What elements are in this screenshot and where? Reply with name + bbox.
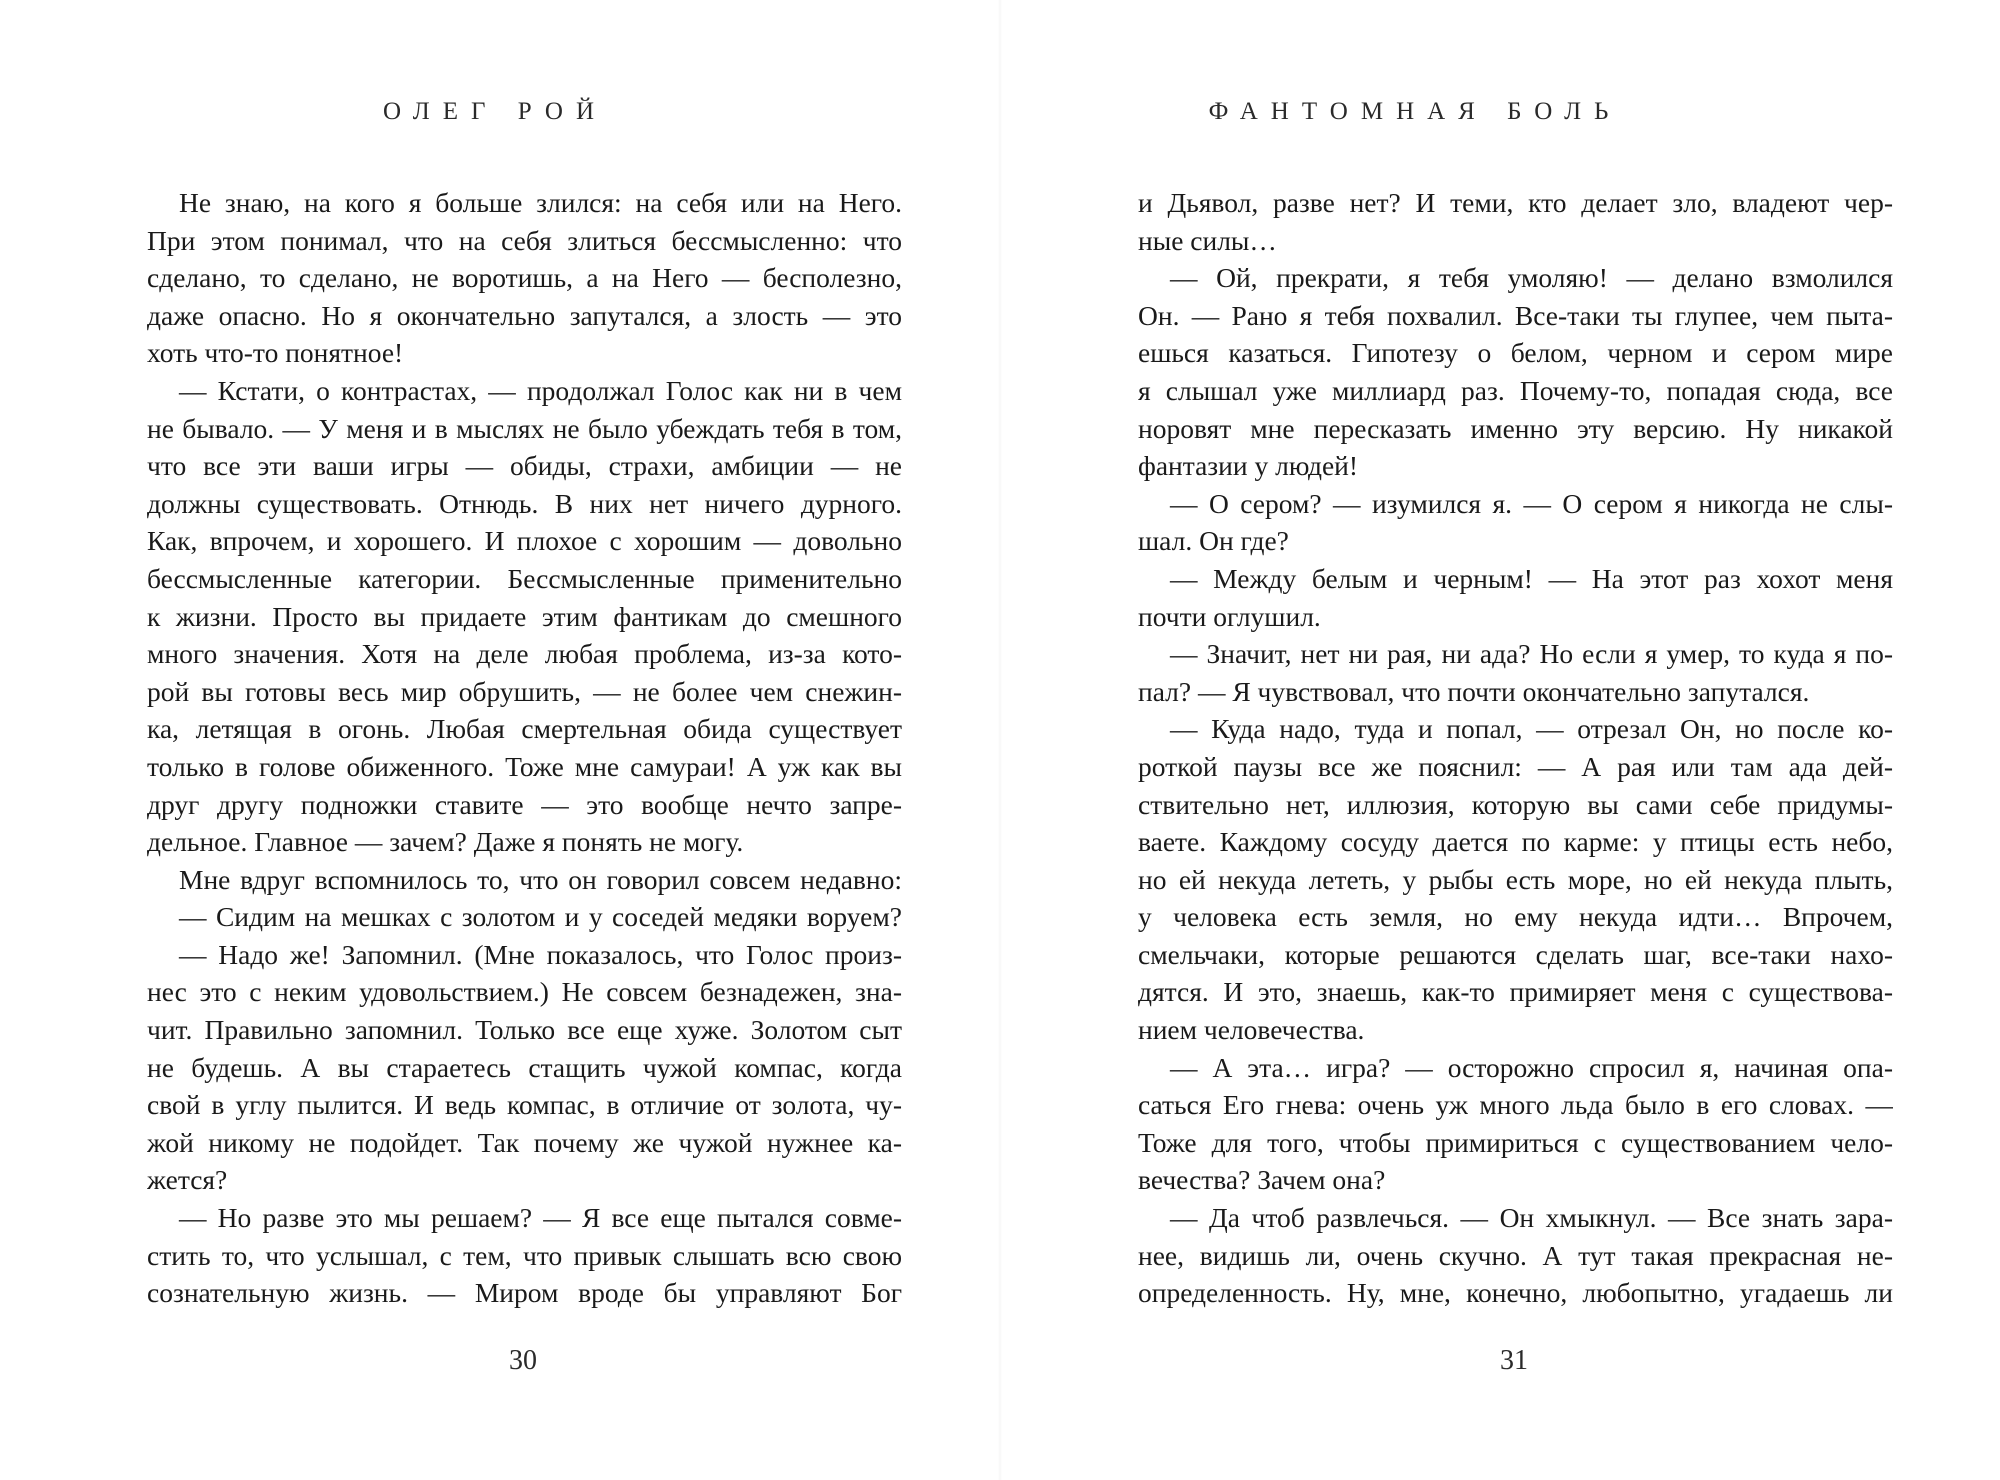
text-line: я слышал уже миллиард раз. Почему-то, попадая сюда, все bbox=[1138, 374, 1893, 406]
left-text-block bbox=[147, 184, 902, 1312]
text-line: ствительно нет, иллюзия, которую вы сами себе придумы- bbox=[1138, 788, 1893, 820]
page-number-left: 30 bbox=[509, 1345, 537, 1376]
running-head-title: ФАНТОМНАЯ БОЛЬ bbox=[1208, 98, 1622, 125]
text-line: определенность. Ну, мне, конечно, любопытно, угадаешь ли bbox=[1138, 1277, 1893, 1309]
text-line: — А эта… игра? — осторожно спросил я, начиная опа- bbox=[1170, 1051, 1893, 1083]
text-line: хоть что-то понятное! bbox=[147, 337, 404, 369]
text-line: свой в углу пылится. И ведь компас, в отличие от золота, чу- bbox=[147, 1089, 902, 1121]
text-line: — Ой, прекрати, я тебя умоляю! — делано взмолился bbox=[1170, 262, 1893, 294]
text-line: сделано, то сделано, не воротишь, а на Него — бесполезно, bbox=[147, 262, 902, 294]
text-line: ешься казаться. Гипотезу о белом, черном и сером мире bbox=[1138, 337, 1893, 369]
text-line: нее, видишь ли, очень скучно. А тут такая прекрасная не- bbox=[1138, 1239, 1893, 1271]
text-line: ка, летящая в огонь. Любая смертельная обида существует bbox=[147, 713, 902, 745]
text-line: но ей некуда лететь, у рыбы есть море, но ей некуда плыть, bbox=[1138, 863, 1893, 895]
text-line: — Надо же! Запомнил. (Мне показалось, что Голос произ- bbox=[179, 938, 902, 970]
text-line: шал. Он где? bbox=[1138, 525, 1289, 557]
text-line: Не знаю, на кого я больше злился: на себя или на Него. bbox=[179, 187, 902, 218]
text-line: Как, впрочем, и хорошего. И плохое с хорошим — довольно bbox=[147, 525, 902, 557]
text-line: — Да чтоб развлечься. — Он хмыкнул. — Все знать зара- bbox=[1170, 1202, 1893, 1234]
text-line: что все эти ваши игры — обиды, страхи, амбиции — не bbox=[147, 450, 902, 482]
text-line: жой никому не подойдет. Так почему же чужой нужнее ка- bbox=[147, 1126, 902, 1158]
text-line: ные силы… bbox=[1138, 224, 1277, 256]
text-line: не бывало. — У меня и в мыслях не было убеждать тебя в том, bbox=[147, 412, 902, 444]
text-line: стить то, что услышал, с тем, что привык слышать всю свою bbox=[147, 1239, 902, 1271]
text-line: нес это с неким удовольствием.) Не совсем безнадежен, зна- bbox=[147, 976, 902, 1008]
text-line: сознательную жизнь. — Миром вроде бы управляют Бог bbox=[147, 1277, 902, 1309]
text-line: бессмысленные категории. Бессмысленные применительно bbox=[147, 562, 902, 594]
text-line: роткой паузы все же пояснил: — А рая или там ада дей- bbox=[1138, 750, 1893, 782]
text-line: и Дьявол, разве нет? И теми, кто делает зло, владеют чер- bbox=[1138, 187, 1893, 218]
text-line: — Значит, нет ни рая, ни ада? Но если я умер, то куда я по- bbox=[1170, 638, 1893, 670]
text-line: не будешь. А вы стараетесь стащить чужой компас, когда bbox=[147, 1051, 902, 1083]
text-line: — Между белым и черным! — На этот раз хохот меня bbox=[1170, 562, 1893, 594]
text-line: Тоже для того, чтобы примириться с существованием чело- bbox=[1138, 1126, 1893, 1158]
text-line: много значения. Хотя на деле любая проблема, из-за кото- bbox=[147, 638, 902, 670]
text-line: к жизни. Просто вы придаете этим фантикам до смешного bbox=[147, 600, 902, 632]
text-line: у человека есть земля, но ему некуда идти… Впрочем, bbox=[1138, 901, 1893, 933]
text-line: смельчаки, которые решаются сделать шаг, все-таки нахо- bbox=[1138, 938, 1893, 970]
text-line: — Сидим на мешках с золотом и у соседей медяки воруем? bbox=[179, 901, 902, 933]
text-line: должны существовать. Отнюдь. В них нет ничего дурного. bbox=[147, 487, 902, 519]
text-line: даже опасно. Но я окончательно запутался, а злость — это bbox=[147, 299, 902, 331]
text-line: друг другу подножки ставите — это вообще нечто запре- bbox=[147, 788, 902, 820]
text-line: — Кстати, о контрастах, — продолжал Голос как ни в чем bbox=[179, 374, 902, 406]
right-text-block bbox=[1138, 184, 1893, 1312]
text-line: только в голове обиженного. Тоже мне самураи! А уж как вы bbox=[147, 750, 902, 782]
right-page bbox=[1000, 0, 2000, 1480]
text-line: дятся. И это, знаешь, как-то примиряет меня с существова- bbox=[1138, 976, 1893, 1008]
text-line: чит. Правильно запомнил. Только все еще хуже. Золотом сыт bbox=[147, 1014, 902, 1046]
page-number-right: 31 bbox=[1500, 1345, 1528, 1376]
text-line: При этом понимал, что на себя злиться бессмысленно: что bbox=[147, 224, 902, 256]
text-line: фантазии у людей! bbox=[1138, 450, 1359, 482]
text-line: почти оглушил. bbox=[1138, 600, 1321, 632]
text-line: — Но разве это мы решаем? — Я все еще пытался совме- bbox=[179, 1202, 902, 1234]
text-line: Он. — Рано я тебя похвалил. Все-таки ты глупее, чем пыта- bbox=[1138, 299, 1893, 331]
text-line: Мне вдруг вспомнилось то, что он говорил совсем недавно: bbox=[179, 863, 902, 895]
text-line: — Куда надо, туда и попал, — отрезал Он, но после ко- bbox=[1170, 713, 1893, 745]
text-line: саться Его гнева: очень уж много льда было в его словах. — bbox=[1138, 1089, 1893, 1121]
text-line: нием человечества. bbox=[1138, 1014, 1365, 1046]
text-line: жется? bbox=[147, 1164, 228, 1196]
text-line: дельное. Главное — зачем? Даже я понять не могу. bbox=[147, 826, 744, 858]
text-line: рой вы готовы весь мир обрушить, — не более чем снежин- bbox=[147, 675, 902, 707]
text-line: норовят мне пересказать именно эту версию. Ну никакой bbox=[1138, 412, 1893, 444]
text-line: — О сером? — изумился я. — О сером я никогда не слы- bbox=[1170, 487, 1893, 519]
running-head-author: ОЛЕГ РОЙ bbox=[382, 98, 608, 125]
text-line: пал? — Я чувствовал, что почти окончательно запутался. bbox=[1138, 675, 1810, 707]
text-line: ваете. Каждому сосуду дается по карме: у птицы есть небо, bbox=[1138, 826, 1893, 858]
text-line: вечества? Зачем она? bbox=[1138, 1164, 1386, 1196]
